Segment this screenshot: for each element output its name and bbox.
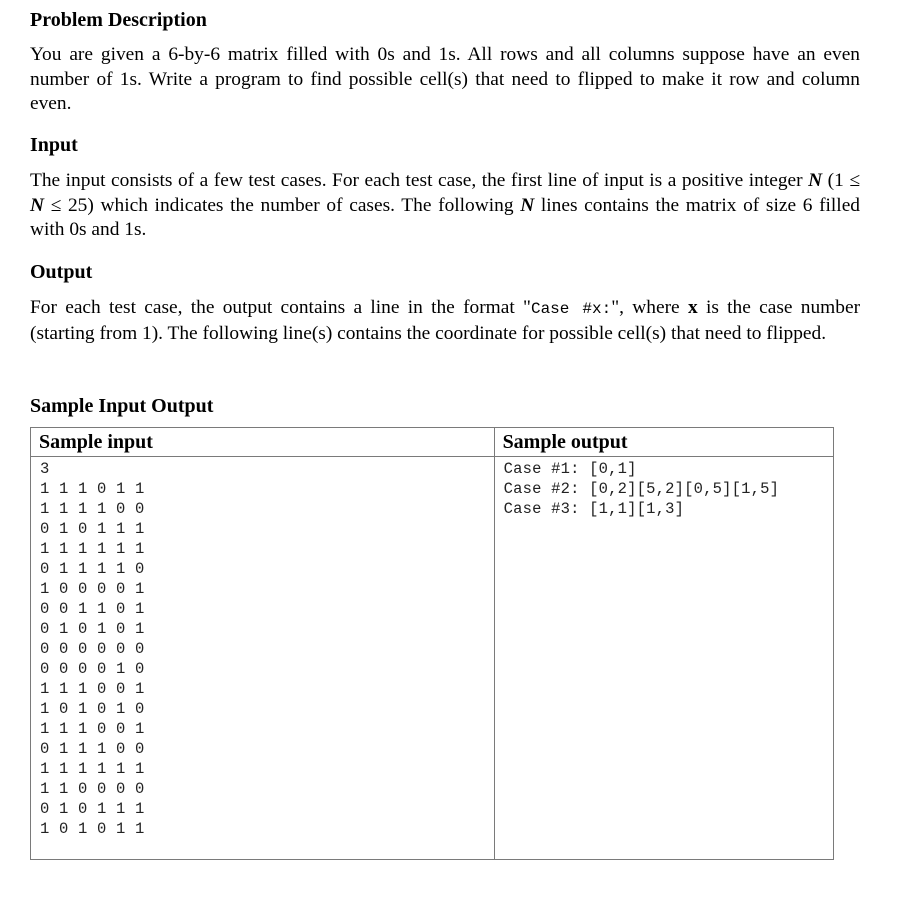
output-text-part-1: For each test case, the output contains a line in the format "	[30, 297, 531, 318]
sample-output-line: Case #2: [0,2][5,2][0,5][1,5]	[503, 480, 780, 498]
input-text-part-1: The input consists of a few test cases. For each test case, the first line of input is a positive integer	[30, 170, 809, 191]
sample-input-line: 0 1 1 1 0 0	[40, 740, 145, 758]
sample-input-cell	[31, 457, 495, 860]
problem-description-heading: Problem Description	[30, 9, 207, 31]
sample-input-line: 1 1 1 0 1 1	[40, 480, 145, 498]
range-close: ≤ 25) which indicates the number of cases. The following	[44, 194, 521, 216]
sample-output-line: Case #3: [1,1][1,3]	[503, 500, 685, 518]
problem-description-text: You are given a 6-by-6 matrix filled with 0s and 1s. All rows and all columns suppose have an even number of 1s. Write a program to find possible cell(s) that need to flipped to make it row and column even.	[30, 44, 860, 114]
sample-input-line: 0 1 0 1 1 1	[40, 520, 145, 538]
sample-input-line: 0 0 0 0 0 0	[40, 640, 145, 658]
sample-input-line: 1 1 1 1 0 0	[40, 500, 145, 518]
variable-n: N	[520, 194, 535, 216]
sample-input-line: 1 1 1 1 1 1	[40, 540, 145, 558]
sample-table	[30, 427, 834, 860]
sample-input-line: 0 1 0 1 0 1	[40, 620, 145, 638]
sample-input-line: 0 1 0 1 1 1	[40, 800, 145, 818]
input-heading: Input	[30, 134, 78, 156]
sample-output-line: Case #1: [0,1]	[503, 460, 637, 478]
sample-output-cell	[494, 457, 833, 860]
sample-heading: Sample Input Output	[30, 395, 214, 417]
sample-input-header: Sample input	[31, 428, 495, 457]
sample-input-lines	[40, 459, 494, 839]
sample-input-line: 0 0 0 0 1 0	[40, 660, 145, 678]
output-description-text	[30, 296, 860, 346]
output-text-part-2: ", where	[611, 297, 688, 318]
variable-n: N	[808, 170, 823, 191]
variable-n: N	[30, 194, 45, 216]
input-description-text	[30, 169, 860, 243]
range-open: (1 ≤	[822, 170, 860, 191]
sample-input-line: 1 1 1 0 0 1	[40, 720, 145, 738]
output-heading: Output	[30, 261, 93, 283]
case-format-code: Case #x:	[530, 300, 612, 318]
sample-input-line: 3	[40, 460, 50, 478]
sample-input-line: 1 1 0 0 0 0	[40, 780, 145, 798]
sample-input-line: 1 0 1 0 1 1	[40, 820, 145, 838]
sample-input-line: 1 1 1 1 1 1	[40, 760, 145, 778]
sample-input-line: 0 1 1 1 1 0	[40, 560, 145, 578]
sample-output-lines	[504, 459, 833, 519]
output-text-part-3: is the case number (starting from 1). The following line(s) contains the coordinate for possible cell(s) that need to flipped.	[30, 297, 861, 344]
sample-input-line: 0 0 1 1 0 1	[40, 600, 145, 618]
input-text-part-2: lines contains the matrix of size 6 filled with 0s and 1s.	[30, 194, 861, 240]
sample-input-line: 1 0 1 0 1 0	[40, 700, 145, 718]
sample-input-line: 1 0 0 0 0 1	[40, 580, 145, 598]
sample-output-header: Sample output	[494, 428, 833, 457]
variable-x: x	[687, 297, 698, 318]
sample-input-line: 1 1 1 0 0 1	[40, 680, 145, 698]
